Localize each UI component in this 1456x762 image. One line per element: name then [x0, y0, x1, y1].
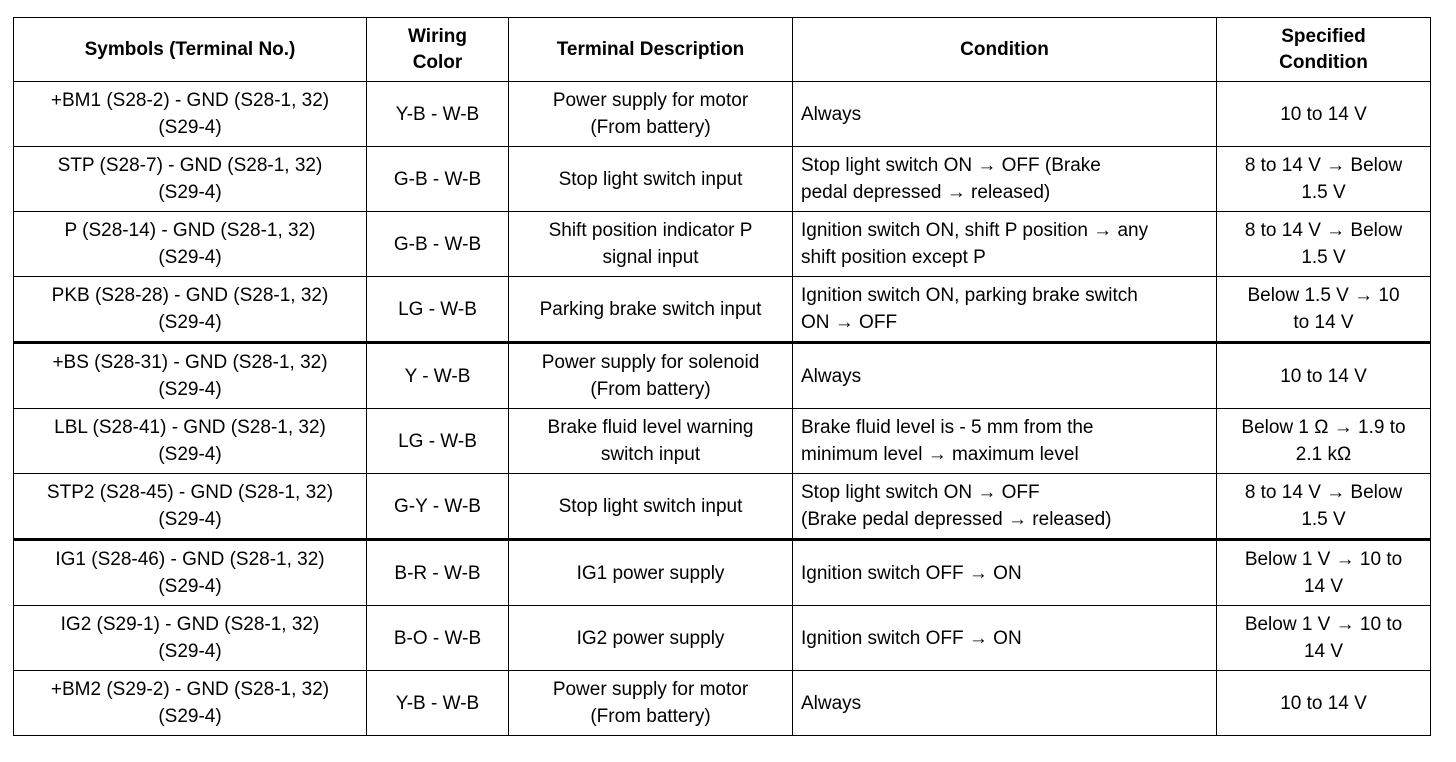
description-cell: Parking brake switch input [509, 277, 793, 343]
condition-cell: Ignition switch OFF → ON [793, 540, 1217, 606]
header-row [14, 18, 1431, 82]
symbol-cell: STP2 (S28-45) - GND (S28-1, 32) (S29-4) [14, 474, 367, 540]
wiring-cell: LG - W-B [367, 409, 509, 474]
description-cell: Stop light switch input [509, 147, 793, 212]
description-cell: Power supply for motor (From battery) [509, 82, 793, 147]
symbol-cell: IG1 (S28-46) - GND (S28-1, 32) (S29-4) [14, 540, 367, 606]
symbol-cell: PKB (S28-28) - GND (S28-1, 32) (S29-4) [14, 277, 367, 343]
header-terminal-description: Terminal Description [509, 18, 793, 82]
table-row [14, 147, 1431, 212]
condition-cell: Brake fluid level is - 5 mm from the minimum level → maximum level [793, 409, 1217, 474]
table-row [14, 671, 1431, 736]
description-cell: IG1 power supply [509, 540, 793, 606]
specified-cell: 8 to 14 V → Below 1.5 V [1217, 212, 1431, 277]
table-row [14, 212, 1431, 277]
table-row [14, 606, 1431, 671]
wiring-cell: G-B - W-B [367, 147, 509, 212]
specified-cell: 10 to 14 V [1217, 343, 1431, 409]
specified-cell: Below 1 V → 10 to 14 V [1217, 606, 1431, 671]
symbol-cell: STP (S28-7) - GND (S28-1, 32) (S29-4) [14, 147, 367, 212]
specified-cell: Below 1.5 V → 10 to 14 V [1217, 277, 1431, 343]
specified-cell: 8 to 14 V → Below 1.5 V [1217, 147, 1431, 212]
condition-cell: Always [793, 82, 1217, 147]
table-row [14, 343, 1431, 409]
description-cell: Shift position indicator P signal input [509, 212, 793, 277]
symbol-cell: LBL (S28-41) - GND (S28-1, 32) (S29-4) [14, 409, 367, 474]
wiring-cell: G-B - W-B [367, 212, 509, 277]
header-specified-condition: Specified Condition [1217, 18, 1431, 82]
header-condition: Condition [793, 18, 1217, 82]
wiring-cell: B-R - W-B [367, 540, 509, 606]
wiring-cell: Y-B - W-B [367, 671, 509, 736]
specified-cell: 10 to 14 V [1217, 671, 1431, 736]
table-row [14, 409, 1431, 474]
table-row [14, 277, 1431, 343]
condition-cell: Ignition switch ON, parking brake switch ON → OFF [793, 277, 1217, 343]
specified-cell: Below 1 Ω → 1.9 to 2.1 kΩ [1217, 409, 1431, 474]
description-cell: Stop light switch input [509, 474, 793, 540]
table-row [14, 82, 1431, 147]
table-row [14, 540, 1431, 606]
condition-cell: Stop light switch ON → OFF (Brake pedal depressed → released) [793, 147, 1217, 212]
condition-cell: Ignition switch OFF → ON [793, 606, 1217, 671]
condition-cell: Stop light switch ON → OFF (Brake pedal depressed → released) [793, 474, 1217, 540]
symbol-cell: +BS (S28-31) - GND (S28-1, 32) (S29-4) [14, 343, 367, 409]
wiring-cell: B-O - W-B [367, 606, 509, 671]
symbol-cell: +BM2 (S29-2) - GND (S28-1, 32) (S29-4) [14, 671, 367, 736]
description-cell: IG2 power supply [509, 606, 793, 671]
symbol-cell: IG2 (S29-1) - GND (S28-1, 32) (S29-4) [14, 606, 367, 671]
description-cell: Power supply for solenoid (From battery) [509, 343, 793, 409]
header-symbols: Symbols (Terminal No.) [14, 18, 367, 82]
specified-cell: Below 1 V → 10 to 14 V [1217, 540, 1431, 606]
condition-cell: Always [793, 343, 1217, 409]
wiring-cell: Y-B - W-B [367, 82, 509, 147]
wiring-cell: Y - W-B [367, 343, 509, 409]
condition-cell: Always [793, 671, 1217, 736]
wiring-cell: G-Y - W-B [367, 474, 509, 540]
table-row [14, 474, 1431, 540]
specified-cell: 8 to 14 V → Below 1.5 V [1217, 474, 1431, 540]
header-wiring-color: Wiring Color [367, 18, 509, 82]
symbol-cell: +BM1 (S28-2) - GND (S28-1, 32) (S29-4) [14, 82, 367, 147]
description-cell: Power supply for motor (From battery) [509, 671, 793, 736]
description-cell: Brake fluid level warning switch input [509, 409, 793, 474]
condition-cell: Ignition switch ON, shift P position → any shift position except P [793, 212, 1217, 277]
wiring-cell: LG - W-B [367, 277, 509, 343]
symbol-cell: P (S28-14) - GND (S28-1, 32) (S29-4) [14, 212, 367, 277]
terminal-table [13, 17, 1431, 736]
specified-cell: 10 to 14 V [1217, 82, 1431, 147]
